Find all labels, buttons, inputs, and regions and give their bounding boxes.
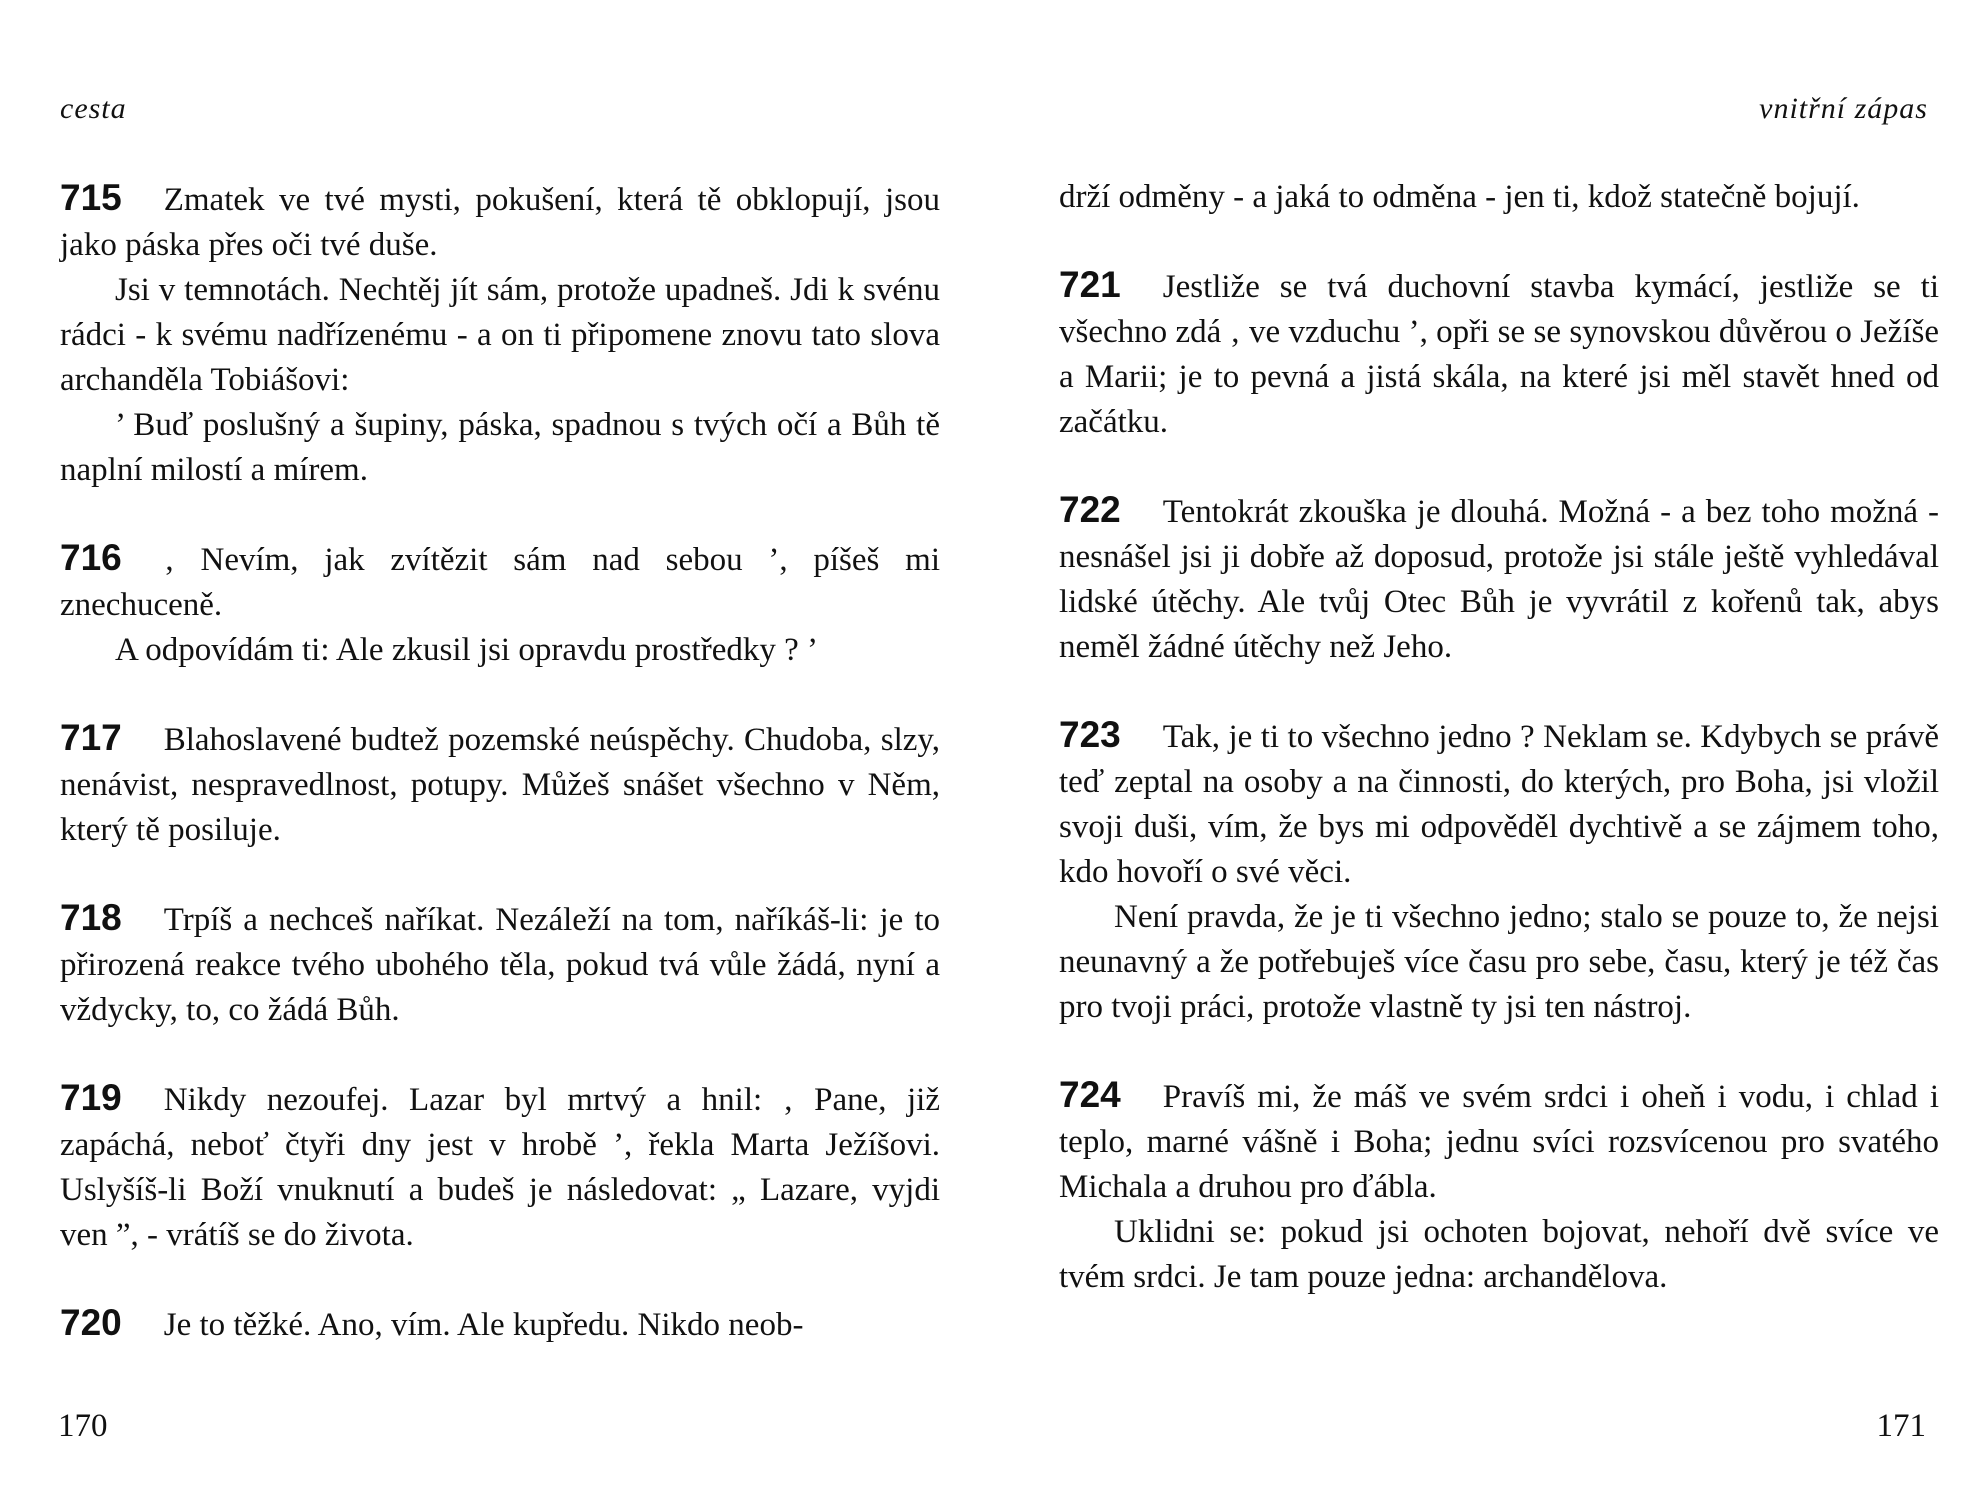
- entry-715: [60, 175, 940, 493]
- entry-text: ‚ Nevím, jak zvítězit sám nad sebou ’, píšeš mi znechuceně.: [60, 542, 940, 623]
- right-page: [989, 0, 1978, 1500]
- entry-717: [60, 715, 940, 853]
- entry-text: Je to těžké. Ano, vím. Ale kupředu. Nikdo neob-: [163, 1307, 804, 1343]
- entry-number: 722: [1059, 489, 1121, 530]
- entry-paragraph: ’ Buď poslušný a šupiny, páska, spadnou s tvých očí a Bůh tě naplní milostí a mírem.: [60, 407, 940, 488]
- entry-718: [60, 895, 940, 1033]
- entry-722: [1059, 487, 1939, 670]
- entry-text: Trpíš a nechceš naříkat. Nezáleží na tom, naříkáš-li: je to přirozená reakce tvého ubohého těla, pokud tvá vůle žádá, nyní a vždycky, to, co žádá Bůh.: [60, 902, 940, 1028]
- entry-number: 715: [60, 177, 122, 218]
- page-number-left: 170: [58, 1408, 108, 1444]
- entry-number: 716: [60, 537, 122, 578]
- right-column: [1059, 175, 1939, 1342]
- continuation-paragraph: drží odměny - a jaká to odměna - jen ti, kdož statečně bojují.: [1059, 179, 1860, 215]
- entry-number: 721: [1059, 264, 1121, 305]
- running-head-left: cesta: [60, 92, 127, 125]
- entry-paragraph: Jsi v temnotách. Nechtěj jít sám, protože upadneš. Jdi k svénu rádci - k svému nadřízenému - a on ti připomene znovu tato slova archanděla Tobiášovi:: [60, 272, 940, 398]
- entry-720: [60, 1300, 940, 1348]
- entry-text: Blahoslavené budtež pozemské neúspěchy. Chudoba, slzy, nenávist, nespravedlnost, potupy. Můžeš snášet všechno v Něm, který tě posiluje.: [60, 722, 940, 848]
- entry-723: [1059, 712, 1939, 1030]
- entry-number: 720: [60, 1302, 122, 1343]
- entry-text: Zmatek ve tvé mysti, pokušení, která tě obklopují, jsou jako páska přes oči tvé duše.: [60, 182, 940, 263]
- entry-paragraph: Není pravda, že je ti všechno jedno; stalo se pouze to, že nejsi neunavný a že potřebuješ více času pro sebe, času, který je též čas pro tvoji práci, protože vlastně ty jsi ten nástroj.: [1059, 899, 1939, 1025]
- left-column: [60, 175, 940, 1390]
- page-number-right: 171: [1876, 1408, 1926, 1444]
- entry-number: 717: [60, 717, 122, 758]
- entry-716: [60, 535, 940, 673]
- entry-number: 723: [1059, 714, 1121, 755]
- continued-text: [1059, 175, 1939, 220]
- entry-text: Nikdy nezoufej. Lazar byl mrtvý a hnil: ‚ Pane, již zapáchá, neboť čtyři dny jest v hrobě ’, řekla Marta Ježíšovi. Uslyšíš-li Boží vnuknutí a budeš je následovat: „ Lazare, vyjdi ven ”, - vrátíš se do života.: [60, 1082, 940, 1253]
- entry-text: Tak, je ti to všechno jedno ? Neklam se. Kdybych se právě teď zeptal na osoby a na činnosti, do kterých, pro Boha, jsi vložil svoji duši, vím, že bys mi odpověděl dychtivě a se zájmem toho, kdo hovoří o své věci.: [1059, 719, 1939, 890]
- entry-text: Pravíš mi, že máš ve svém srdci i oheň i vodu, i chlad i teplo, marné vášně i Boha; jednu svíci rozsvícenou pro svatého Michala a druhou pro ďábla.: [1059, 1079, 1939, 1205]
- entry-number: 724: [1059, 1074, 1121, 1115]
- entry-number: 719: [60, 1077, 122, 1118]
- entry-text: Jestliže se tvá duchovní stavba kymácí, jestliže se ti všechno zdá ‚ ve vzduchu ’, opři se se synovskou důvěrou o Ježíše a Marii; je to pevná a jistá skála, na které jsi měl stavět hned od začátku.: [1059, 269, 1939, 440]
- entry-text: Tentokrát zkouška je dlouhá. Možná - a bez toho možná - nesnášel jsi ji dobře až doposud, protože jsi stále ještě vyhledával lidské útěchy. Ale tvůj Otec Bůh je vyvrátil z kořenů tak, abys neměl žádné útěchy než Jeho.: [1059, 494, 1939, 665]
- entry-724: [1059, 1072, 1939, 1300]
- entry-719: [60, 1075, 940, 1258]
- entry-paragraph: A odpovídám ti: Ale zkusil jsi opravdu prostředky ? ’: [115, 632, 818, 668]
- running-head-right: vnitřní zápas: [1759, 92, 1928, 125]
- entry-number: 718: [60, 897, 122, 938]
- entry-721: [1059, 262, 1939, 445]
- entry-paragraph: Uklidni se: pokud jsi ochoten bojovat, nehoří dvě svíce ve tvém srdci. Je tam pouze jedna: archandělova.: [1059, 1214, 1939, 1295]
